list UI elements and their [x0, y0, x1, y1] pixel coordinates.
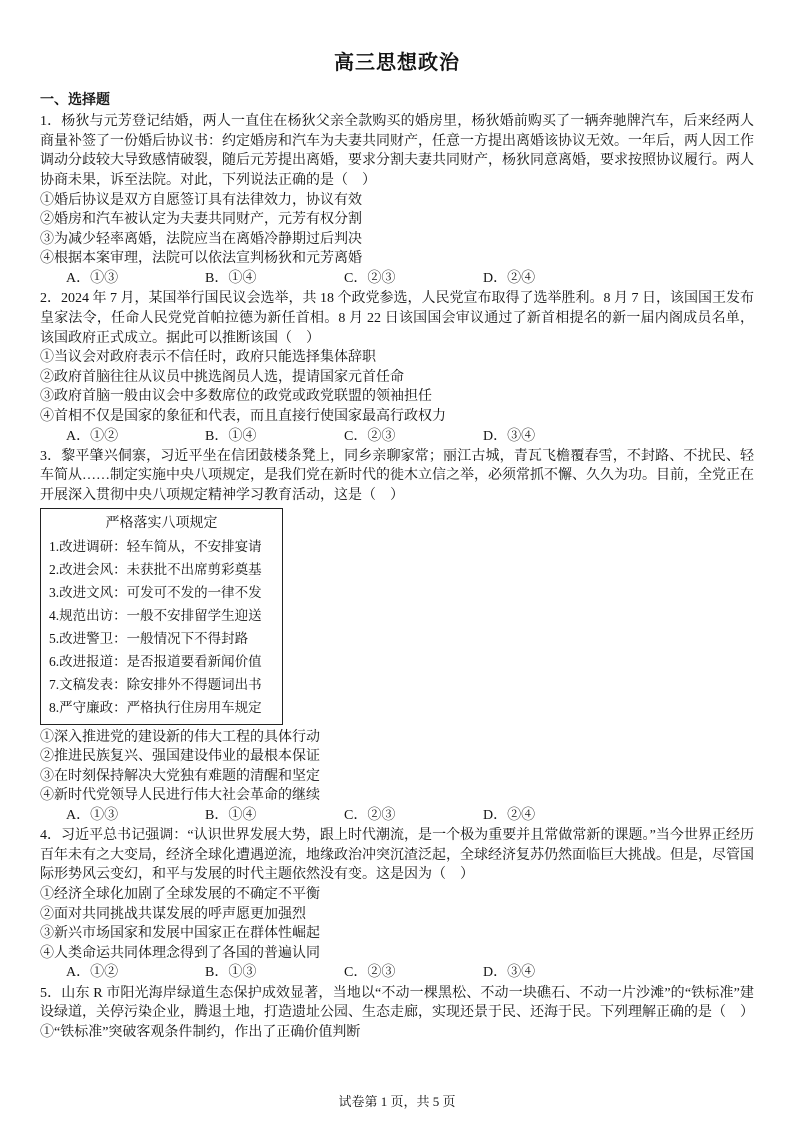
question-2	[40, 289, 754, 446]
choice-c: C．②③	[344, 428, 396, 444]
option-item-3: ③在时刻保持解决大党独有难题的清醒和坚定	[40, 768, 320, 784]
option-item-4: ④人类命运共同体理念得到了各国的普遍认同	[40, 945, 320, 961]
question-stem: 3．黎平肇兴侗寨，习近平坐在信团鼓楼条凳上，同乡亲聊家常；丽江古城，青瓦飞檐覆春雪，不封路、不扰民、轻车简从……制定实施中央八项规定，是我们党在新时代的徙木立信之举，必须常抓不懈、久久为功。目前，全党正在开展深入贯彻中央八项规定精神学习教育活动，这是（ ）	[40, 448, 754, 503]
choice-c: C．②③	[344, 271, 396, 287]
question-stem: 1．杨狄与元芳登记结婚，两人一直住在杨狄父亲全款购买的婚房里，杨狄婚前购买了一辆奔驰牌汽车，后来经两人商量补签了一份婚后协议书：约定婚房和汽车为夫妻共同财产，任意一方提出离婚该协议无效。一年后，两人因工作调动分歧较大导致感情破裂，随后元芳提出离婚，要求分割夫妻共同财产，杨狄同意离婚，要求按照协议履行。两人协商未果，诉至法院。对此，下列说法正确的是（ ）	[40, 114, 754, 189]
option-item-3: ③政府首脑一般由议会中多数席位的政党或政党联盟的领袖担任	[40, 389, 432, 405]
option-item-1: ①婚后协议是双方自愿签订具有法律效力，协议有效	[40, 192, 362, 208]
choice-row	[40, 963, 754, 983]
page-footer: 试卷第 1 页，共 5 页	[338, 1094, 456, 1109]
choice-a: A．①③	[66, 807, 119, 823]
option-item-1: ①经济全球化加剧了全球发展的不确定不平衡	[40, 887, 320, 903]
choice-c: C．②③	[344, 965, 396, 981]
choice-row	[40, 427, 754, 447]
choice-d: D．③④	[483, 965, 536, 981]
choice-a: A．①②	[66, 428, 119, 444]
rule-item-7: 7.文稿发表：除安排外不得题词出书	[49, 676, 262, 692]
rule-item-4: 4.规范出访：一般不安排留学生迎送	[49, 607, 262, 623]
rule-item-8: 8.严守廉政：严格执行住房用车规定	[49, 699, 262, 715]
rule-item-5: 5.改进警卫：一般情况下不得封路	[49, 630, 249, 646]
rule-item-6: 6.改进报道：是否报道要看新闻价值	[49, 653, 262, 669]
question-5	[40, 984, 754, 1043]
option-item-4: ④新时代党领导人民进行伟大社会革命的继续	[40, 788, 320, 804]
rule-item-2: 2.改进会风：未获批不出席剪彩奠基	[49, 561, 262, 577]
question-stem: 5．山东 R 市阳光海岸绿道生态保护成效显著，当地以“不动一棵黑松、不动一块礁石、不动一片沙滩”的“铁标准”建设绿道，关停污染企业，腾退土地，打造遗址公园、生态走廊，实现还景于民、还海于民。下列理解正确的是（ ）	[40, 985, 754, 1021]
question-3	[40, 447, 754, 826]
option-item-3: ③为减少轻率离婚，法院应当在离婚冷静期过后判决	[40, 231, 362, 247]
option-item-4: ④根据本案审理，法院可以依法宣判杨狄和元芳离婚	[40, 251, 362, 267]
choice-a: A．①②	[66, 965, 119, 981]
choice-d: D．②④	[483, 807, 536, 823]
option-item-2: ②政府首脑往往从议员中挑选阁员人选，提请国家元首任命	[40, 369, 404, 385]
question-4	[40, 826, 754, 983]
option-item-3: ③新兴市场国家和发展中国家正在群体性崛起	[40, 926, 320, 942]
option-item-4: ④首相不仅是国家的象征和代表，而且直接行使国家最高行政权力	[40, 408, 446, 424]
page-title: 高三思想政治	[334, 52, 460, 74]
choice-row	[40, 806, 754, 826]
choice-c: C．②③	[344, 807, 396, 823]
option-item-1: ①“铁标准”突破客观条件制约，作出了正确价值判断	[40, 1024, 361, 1040]
option-item-1: ①当议会对政府表示不信任时，政府只能选择集体辞职	[40, 350, 376, 366]
option-item-1: ①深入推进党的建设新的伟大工程的具体行动	[40, 729, 320, 745]
eight-rules-box	[40, 508, 283, 725]
question-stem: 2．2024 年 7 月，某国举行国民议会选举，共 18 个政党参选，人民党宣布取得了选举胜利。8 月 7 日，该国国王发布皇家法令，任命人民党党首帕拉德为新任首相。8 月 22 日该国国会审议通过了新首相提名的新一届内阁成员名单，该国政府正式成立。据此可以推断该国（ ）	[40, 291, 754, 346]
question-stem: 4．习近平总书记强调：“认识世界发展大势，跟上时代潮流，是一个极为重要并且常做常新的课题。”当今世界正经历百年未有之大变局，经济全球化遭遇逆流，地缘政治冲突沉渣泛起，全球经济复苏仍然面临巨大挑战。但是，尽管国际形势风云变幻，和平与发展的时代主题依然没有变。这是因为（ ）	[40, 828, 754, 883]
question-1	[40, 112, 754, 289]
choice-b: B．①④	[205, 271, 257, 287]
option-item-2: ②面对共同挑战共谋发展的呼声愿更加强烈	[40, 906, 306, 922]
choice-b: B．①④	[205, 428, 257, 444]
rule-item-1: 1.改进调研：轻车简从，不安排宴请	[49, 538, 262, 554]
choice-a: A．①③	[66, 271, 119, 287]
choice-d: D．③④	[483, 428, 536, 444]
section-heading: 一、选择题	[40, 93, 110, 108]
rules-box-title: 严格落实八项规定	[105, 515, 218, 531]
choice-b: B．①④	[205, 807, 257, 823]
choice-d: D．②④	[483, 271, 536, 287]
rule-item-3: 3.改进文风：可发可不发的一律不发	[49, 584, 262, 600]
choice-row	[40, 269, 754, 289]
option-item-2: ②婚房和汽车被认定为夫妻共同财产，元芳有权分割	[40, 212, 362, 228]
choice-b: B．①③	[205, 965, 257, 981]
option-item-2: ②推进民族复兴、强国建设伟业的最根本保证	[40, 749, 320, 765]
